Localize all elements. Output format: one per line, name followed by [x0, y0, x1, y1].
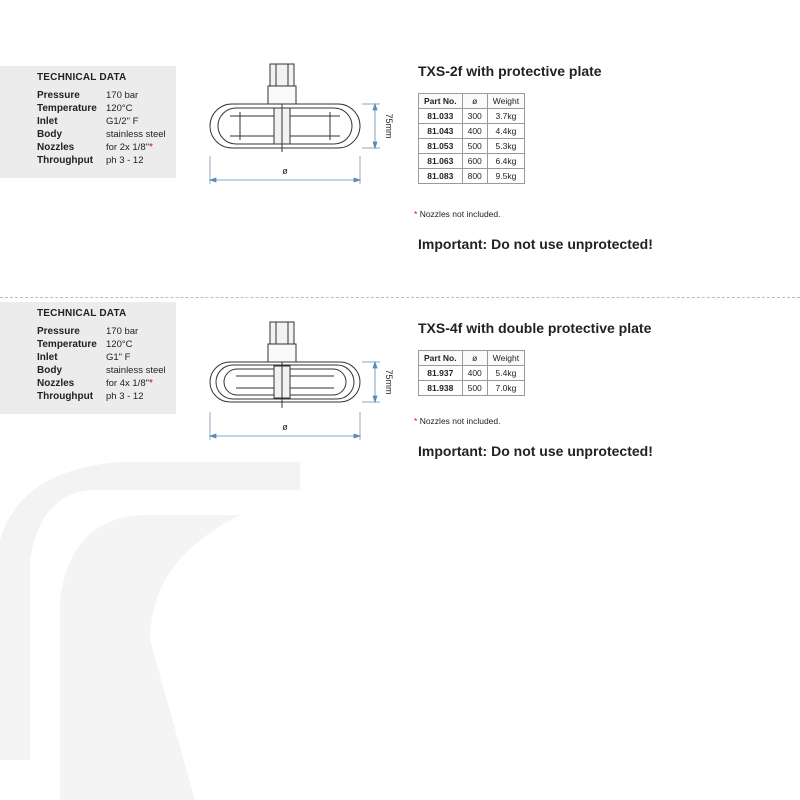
spec-label: Throughput [37, 391, 94, 402]
weight: 3.7kg [487, 109, 524, 124]
spec-label: Nozzles [37, 378, 75, 389]
spec-pressure [37, 325, 138, 338]
part-table [418, 93, 525, 184]
part-number: 81.083 [419, 169, 463, 184]
table-row [419, 381, 525, 396]
spec-label: Inlet [37, 352, 58, 363]
diameter-label: ø [282, 166, 288, 176]
product-title: TXS-2f with protective plate [418, 63, 602, 79]
part-number: 81.063 [419, 154, 463, 169]
spec-label: Inlet [37, 116, 58, 127]
footnote-mark: * [414, 209, 418, 219]
weight: 6.4kg [487, 154, 524, 169]
product-title: TXS-4f with double protective plate [418, 320, 652, 336]
spec-label: Nozzles [37, 142, 75, 153]
spec-throughput [37, 390, 144, 403]
table-row [419, 139, 525, 154]
product-drawing-txs-2f [200, 50, 394, 190]
spec-value: ph 3 - 12 [106, 391, 144, 402]
table-row [419, 366, 525, 381]
spec-body [37, 128, 166, 141]
spec-nozzles [37, 141, 153, 154]
spec-label: Temperature [37, 103, 97, 114]
spec-label: Body [37, 365, 62, 376]
table-header-row [419, 94, 525, 109]
spec-value: G1/2" F [106, 116, 139, 127]
warning-text: Important: Do not use unprotected! [418, 236, 653, 252]
footnote [414, 416, 500, 426]
weight: 4.4kg [487, 124, 524, 139]
diameter: 800 [462, 169, 487, 184]
spec-value: G1" F [106, 352, 131, 363]
technical-data-title: TECHNICAL DATA [37, 308, 127, 319]
table-row [419, 154, 525, 169]
spec-value: 120°C [106, 103, 133, 114]
spec-value: 170 bar [106, 326, 139, 337]
spec-label: Temperature [37, 339, 97, 350]
technical-data-panel [0, 66, 176, 178]
footnote-text: Nozzles not included. [419, 416, 501, 426]
diameter: 500 [462, 139, 487, 154]
column-header-weight: Weight [487, 94, 524, 109]
diameter: 500 [462, 381, 487, 396]
table-row [419, 169, 525, 184]
table-header-row [419, 351, 525, 366]
part-number: 81.937 [419, 366, 463, 381]
product-drawing-txs-4f [200, 312, 394, 452]
weight: 9.5kg [487, 169, 524, 184]
spec-value: for 2x 1/8" [106, 142, 149, 153]
column-header-weight: Weight [487, 351, 524, 366]
spec-value: stainless steel [106, 365, 166, 376]
warning-text: Important: Do not use unprotected! [418, 443, 653, 459]
footnote [414, 209, 500, 219]
footnote-mark: * [148, 378, 153, 389]
spec-inlet [37, 351, 131, 364]
weight: 7.0kg [487, 381, 524, 396]
height-label: 75mm [384, 369, 394, 395]
spec-body [37, 364, 166, 377]
diameter-label: ø [282, 422, 288, 432]
spec-label: Throughput [37, 155, 94, 166]
table-row [419, 124, 525, 139]
diameter: 300 [462, 109, 487, 124]
spec-value: 120°C [106, 339, 133, 350]
column-header-diameter: ø [462, 94, 487, 109]
spec-temperature [37, 338, 133, 351]
spec-inlet [37, 115, 138, 128]
spec-nozzles [37, 377, 153, 390]
part-number: 81.043 [419, 124, 463, 139]
spec-value: stainless steel [106, 129, 166, 140]
column-header-part-no: Part No. [419, 94, 463, 109]
footnote-mark: * [414, 416, 418, 426]
weight: 5.3kg [487, 139, 524, 154]
spec-label: Body [37, 129, 62, 140]
spec-pressure [37, 89, 138, 102]
footnote-mark: * [148, 142, 153, 153]
column-header-part-no: Part No. [419, 351, 463, 366]
part-table [418, 350, 525, 396]
section-divider [0, 297, 800, 298]
column-header-diameter: ø [462, 351, 487, 366]
technical-data-title: TECHNICAL DATA [37, 72, 127, 83]
part-number: 81.938 [419, 381, 463, 396]
table-row [419, 109, 525, 124]
spec-value: for 4x 1/8" [106, 378, 149, 389]
part-number: 81.033 [419, 109, 463, 124]
spec-throughput [37, 154, 144, 167]
weight: 5.4kg [487, 366, 524, 381]
spec-value: 170 bar [106, 90, 139, 101]
spec-value: ph 3 - 12 [106, 155, 144, 166]
diameter: 600 [462, 154, 487, 169]
part-number: 81.053 [419, 139, 463, 154]
height-label: 75mm [384, 113, 394, 139]
diameter: 400 [462, 124, 487, 139]
spec-temperature [37, 102, 133, 115]
diameter: 400 [462, 366, 487, 381]
technical-data-panel [0, 302, 176, 414]
spec-label: Pressure [37, 90, 80, 101]
spec-label: Pressure [37, 326, 80, 337]
footnote-text: Nozzles not included. [419, 209, 501, 219]
